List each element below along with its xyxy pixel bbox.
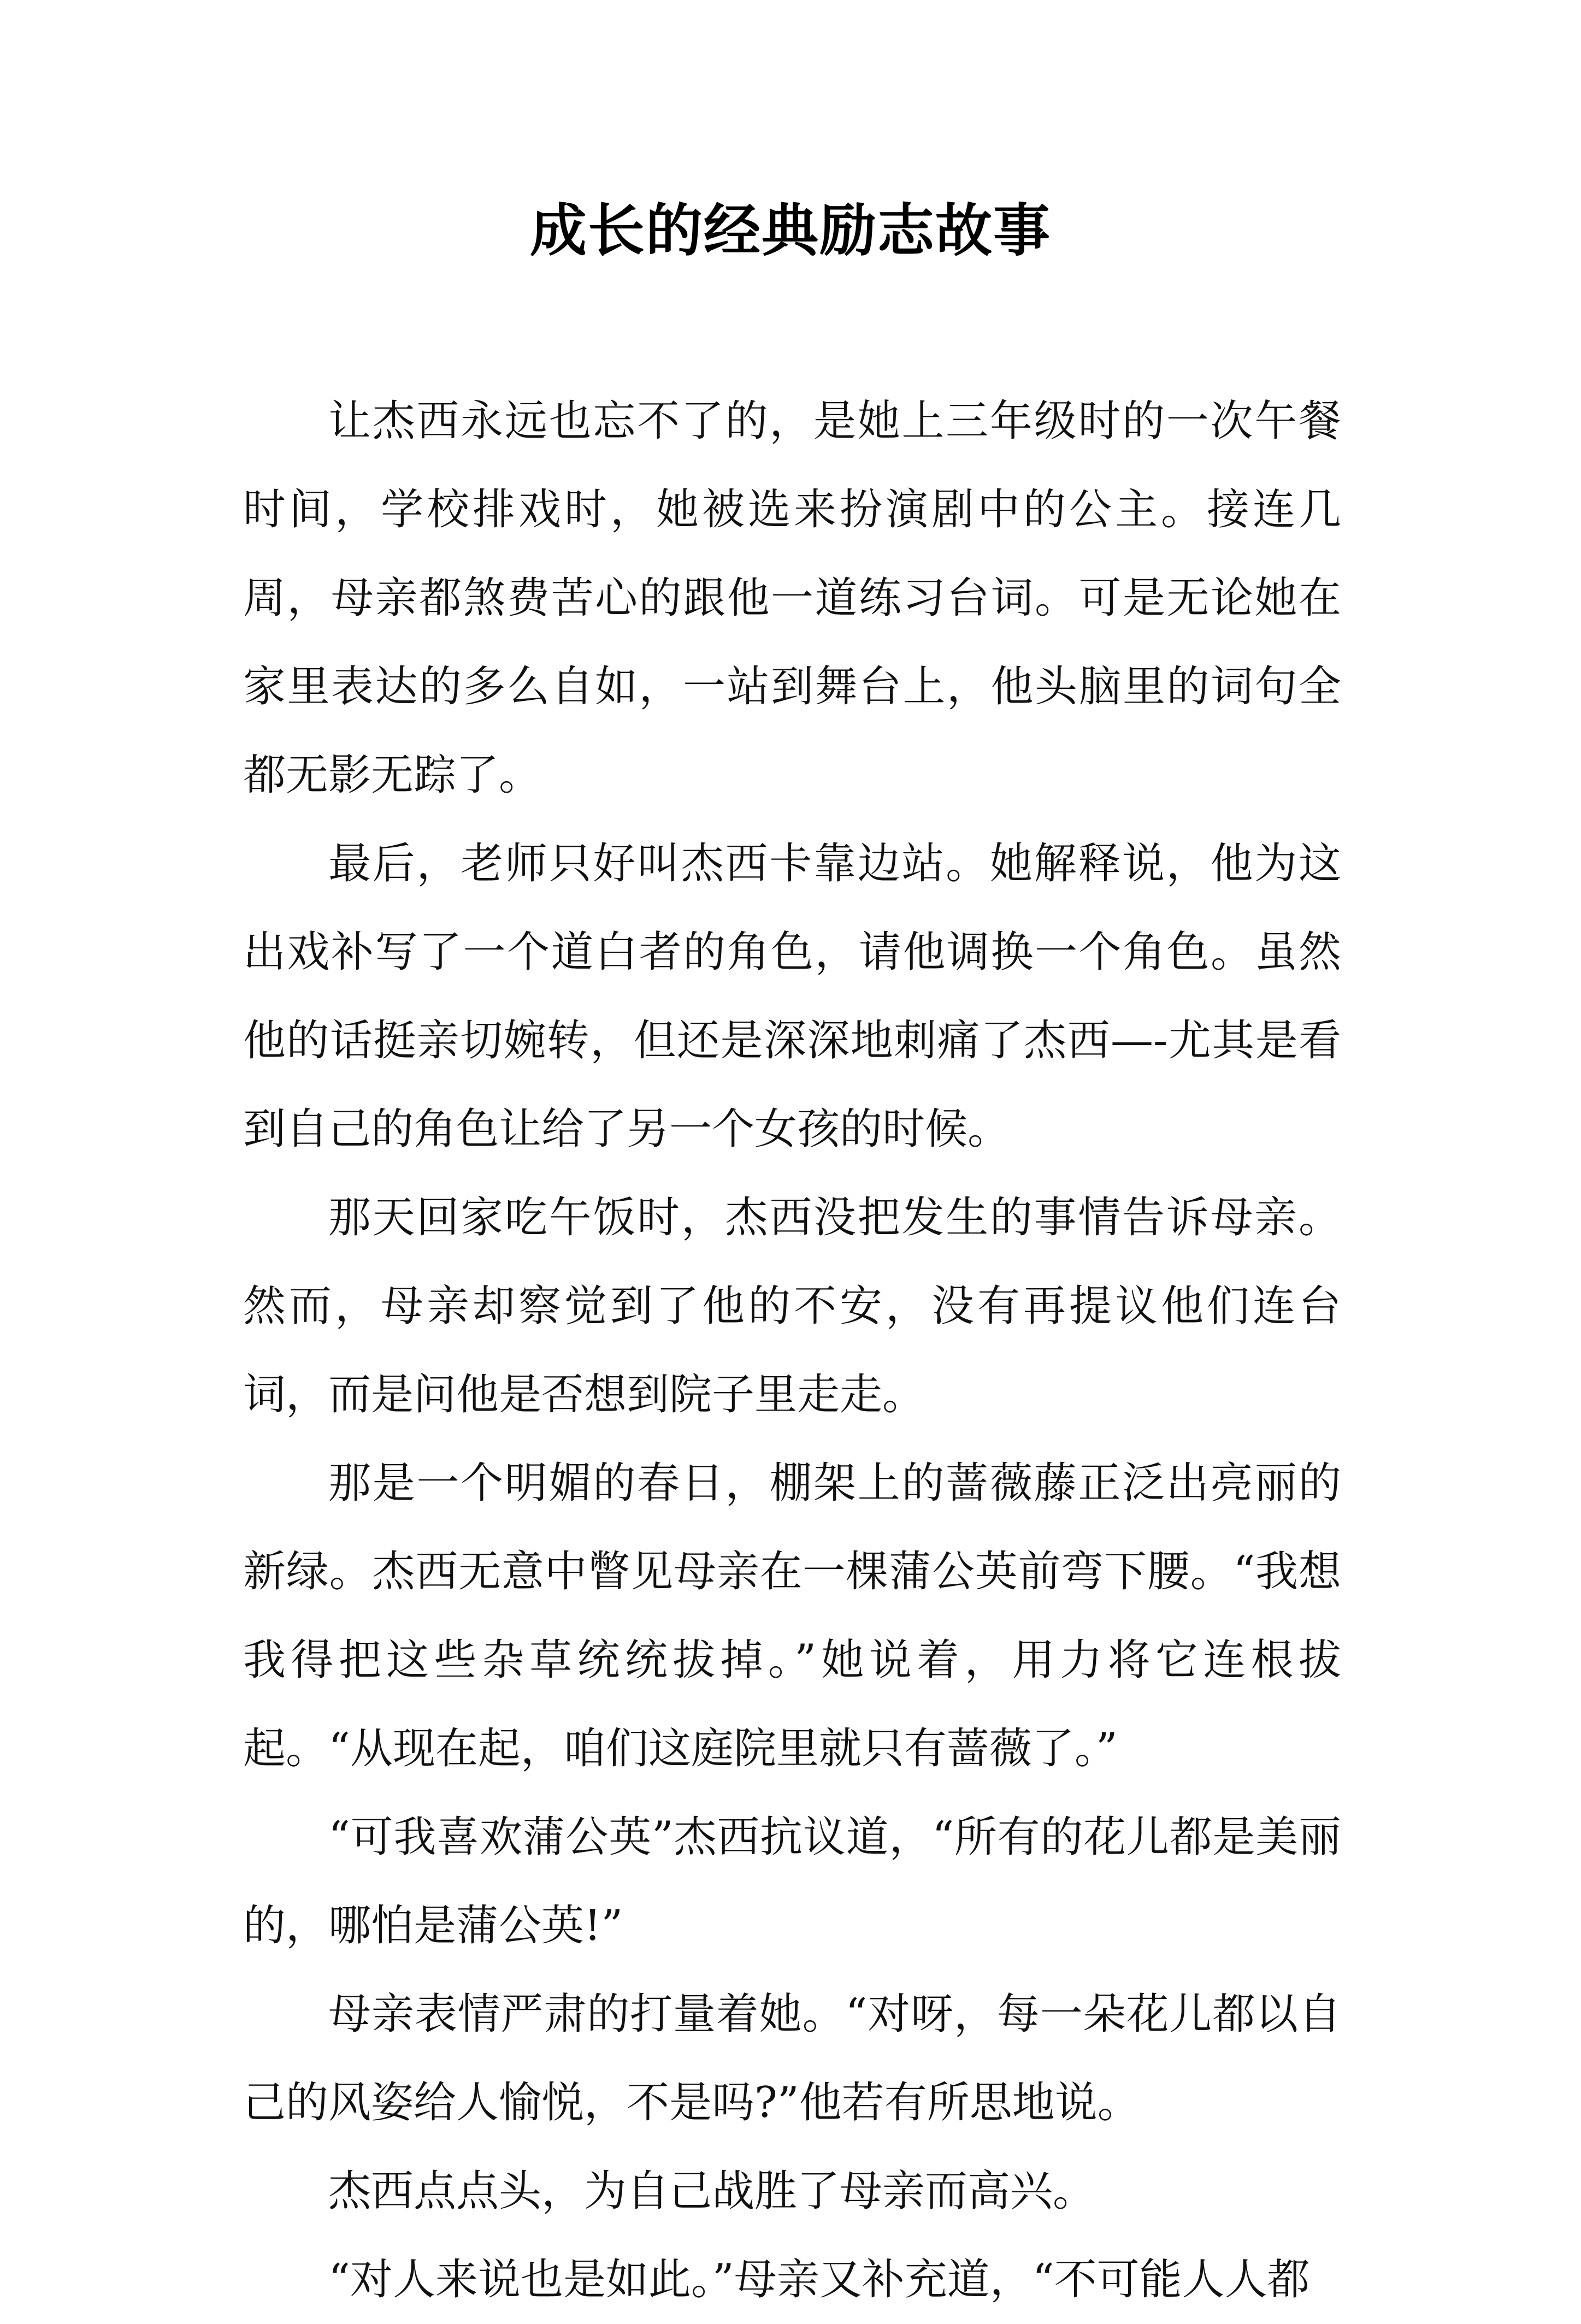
document-body bbox=[243, 377, 1341, 2324]
paragraph: “对人来说也是如此。”母亲又补充道，“不可能人人都 bbox=[328, 2255, 1310, 2304]
document-title: 成长的经典励志故事 bbox=[529, 197, 1051, 264]
paragraph: 杰西点点头，为自己战胜了母亲而高兴。 bbox=[328, 2167, 1096, 2216]
paragraph: 那是一个明媚的春日，棚架上的蔷薇藤正泛出亮丽的新绿。杰西无意中瞥见母亲在一棵蒲公英前弯下腰。“我想我得把这些杂草统统拔掉。”她说着，用力将它连根拔起。“从现在起，咱们这庭院里就只有蔷薇了。” bbox=[243, 1459, 1341, 1773]
paragraph: 最后，老师只好叫杰西卡靠边站。她解释说，他为这出戏补写了一个道白者的角色，请他调换一个角色。虽然他的话挺亲切婉转，但还是深深地刺痛了杰西—-尤其是看到自己的角色让给了另一个女孩的时候。 bbox=[243, 839, 1341, 1154]
paragraph: 母亲表情严肃的打量着她。“对呀，每一朵花儿都以自己的风姿给人愉悦，不是吗?”他若有所思地说。 bbox=[243, 1990, 1341, 2127]
paragraph: “可我喜欢蒲公英”杰西抗议道，“所有的花儿都是美丽的，哪怕是蒲公英!” bbox=[243, 1813, 1341, 1950]
paragraph: 那天回家吃午饭时，杰西没把发生的事情告诉母亲。然而，母亲却察觉到了他的不安，没有再提议他们连台词，而是问他是否想到院子里走走。 bbox=[243, 1193, 1341, 1419]
paragraph: 让杰西永远也忘不了的，是她上三年级时的一次午餐时间，学校排戏时，她被选来扮演剧中的公主。接连几周，母亲都煞费苦心的跟他一道练习台词。可是无论她在家里表达的多么自如，一站到舞台上，他头脑里的词句全都无影无踪了。 bbox=[243, 397, 1341, 800]
